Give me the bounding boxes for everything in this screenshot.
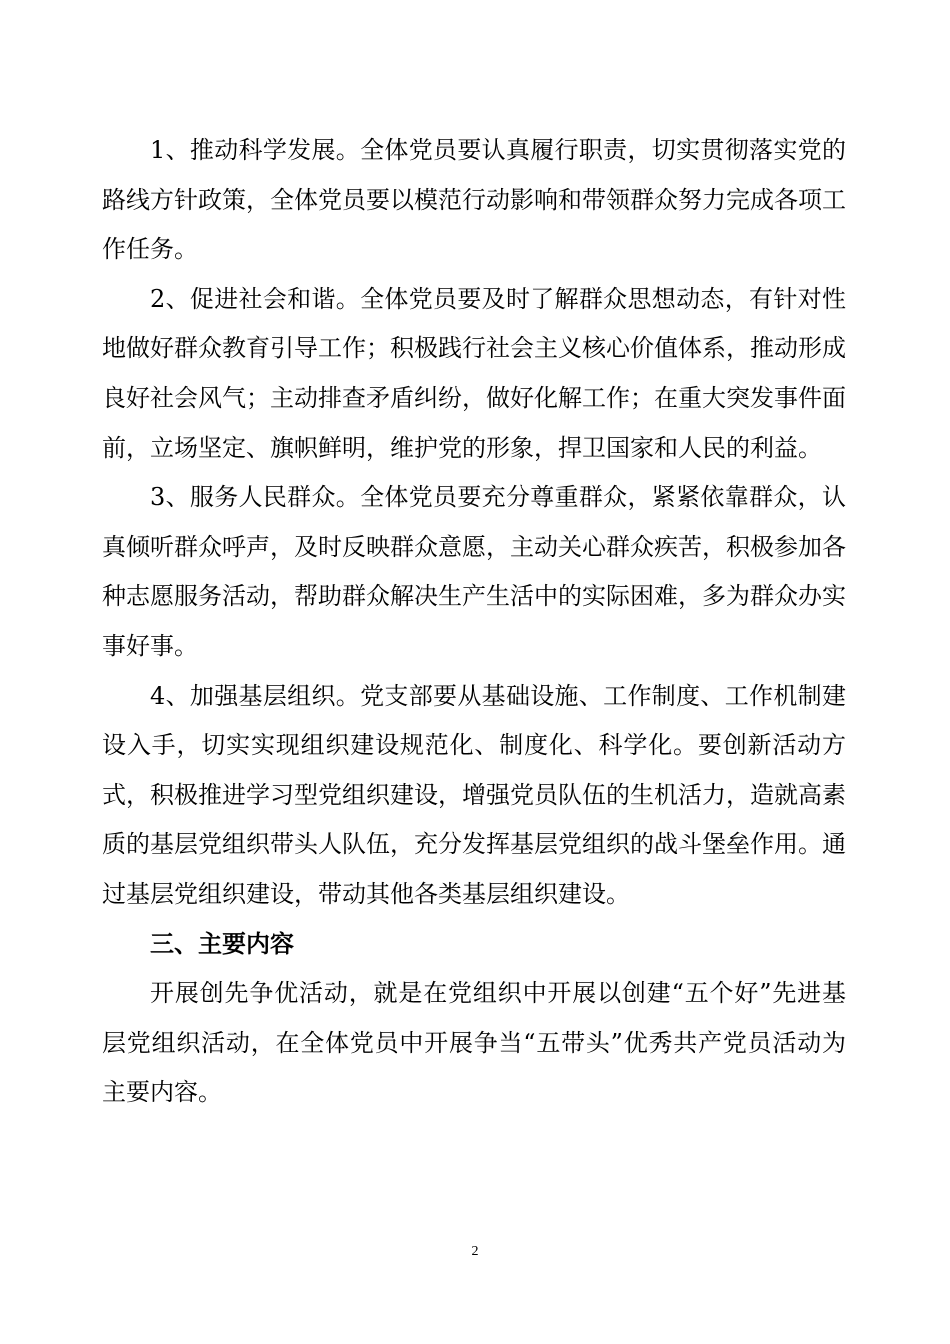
- document-body: [102, 126, 846, 1118]
- paragraph-promote-development: 1、推动科学发展。全体党员要认真履行职责，切实贯彻落实党的路线方针政策，全体党员要以模范行动影响和带领群众努力完成各项工作任务。: [102, 136, 846, 264]
- paragraph-grassroots-organization: 4、加强基层组织。党支部要从基础设施、工作制度、工作机制建设入手，切实实现组织建设规范化、制度化、科学化。要创新活动方式，积极推进学习型党组织建设，增强党员队伍的生机活力，造就高素质的基层党组织带头人队伍，充分发挥基层党组织的战斗堡垒作用。通过基层党组织建设，带动其他各类基层组织建设。: [102, 681, 846, 908]
- section-heading-main-content: 三、主要内容: [150, 929, 294, 958]
- page-number: 2: [471, 1244, 479, 1259]
- paragraph-social-harmony: 2、促进社会和谐。全体党员要及时了解群众思想动态，有针对性地做好群众教育引导工作；积极践行社会主义核心价值体系，推动形成良好社会风气；主动排查矛盾纠纷，做好化解工作；在重大突发事件面前，立场坚定、旗帜鲜明，维护党的形象，捍卫国家和人民的利益。: [102, 284, 846, 462]
- paragraph-main-content: 开展创先争优活动，就是在党组织中开展以创建“五个好”先进基层党组织活动，在全体党员中开展争当“五带头”优秀共产党员活动为主要内容。: [102, 979, 846, 1107]
- paragraph-serve-people: 3、服务人民群众。全体党员要充分尊重群众，紧紧依靠群众，认真倾听群众呼声，及时反映群众意愿，主动关心群众疾苦，积极参加各种志愿服务活动，帮助群众解决生产生活中的实际困难，多为群众办实事好事。: [102, 483, 846, 660]
